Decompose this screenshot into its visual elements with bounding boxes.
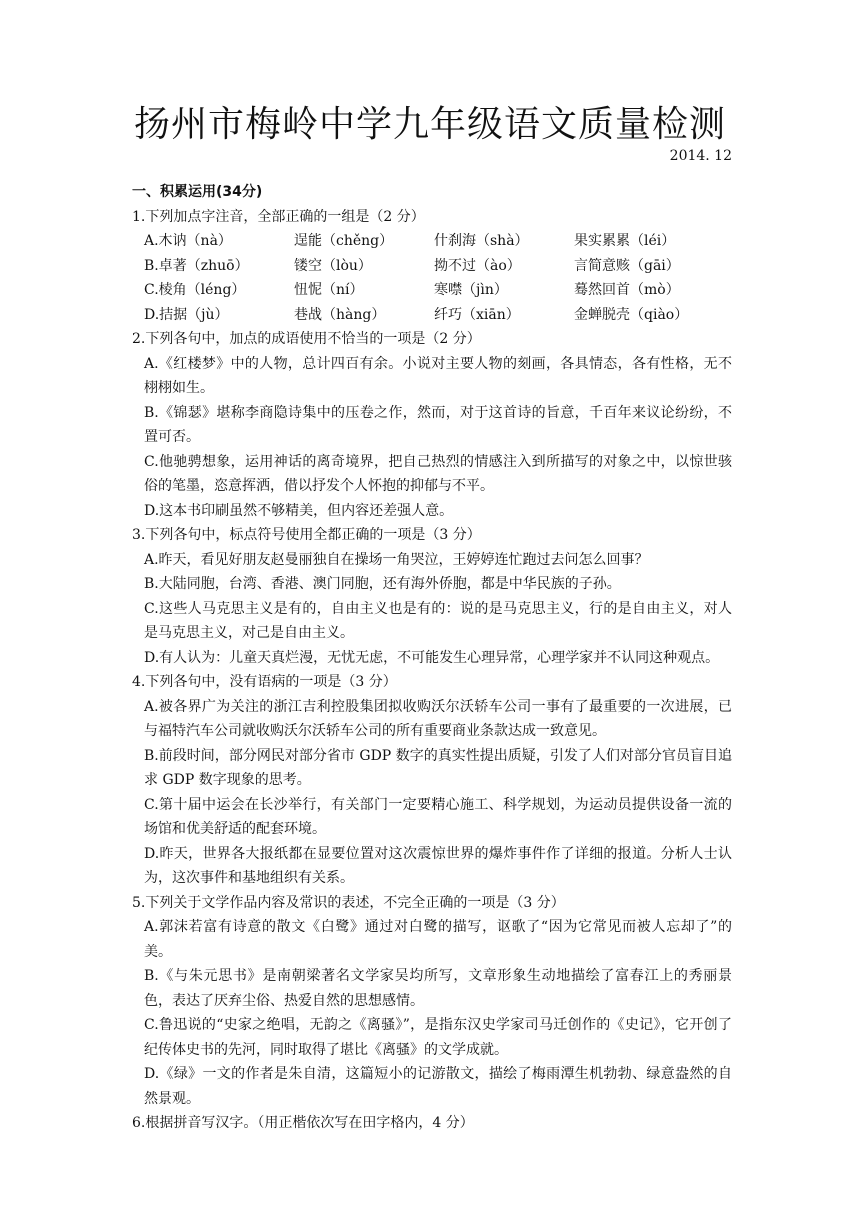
question-2-option-b: B.《锦瑟》堪称李商隐诗集中的压卷之作，然而，对于这首诗的旨意，千百年来议论纷纷，不置可否。: [144, 404, 732, 445]
option-item: 逞能（chěng）: [294, 233, 394, 249]
option-item: 巷战（hàng）: [294, 306, 386, 323]
question-4-option-a: A.被各界广为关注的浙江吉利控股集团拟收购沃尔沃轿车公司一事有了最重要的一次进展，已与福特汽车公司就收购沃尔沃轿车公司的所有重要商业条款达成一致意见。: [144, 698, 732, 739]
option-item: 镂空（lòu）: [294, 257, 372, 274]
option-item: C.棱角（léng）: [144, 282, 246, 298]
option-item: 果实累累（léi）: [574, 233, 676, 249]
question-5-stem: 5.下列关于文学作品内容及常识的表述，不完全正确的一项是（3 分）: [132, 894, 565, 911]
exam-content: [132, 180, 732, 1136]
option-item: 言简意赅（gāi）: [574, 257, 680, 274]
question-3-option-c: C.这些人马克思主义是有的，自由主义也是有的：说的是马克思主义，行的是自由主义，对人是马克思主义，对己是自由主义。: [144, 600, 732, 641]
question-2-option-a: A.《红楼梦》中的人物，总计四百有余。小说对主要人物的刻画，各具情态，各有性格，无不栩栩如生。: [144, 355, 732, 396]
section-heading: 一、积累运用(34分): [132, 184, 263, 200]
question-1-option-b: [132, 254, 732, 279]
option-item: 拗不过（ào）: [434, 257, 521, 274]
option-item: 纤巧（xiān）: [434, 306, 520, 323]
question-2-stem: 2.下列各句中，加点的成语使用不恰当的一项是（2 分）: [132, 331, 481, 347]
question-3-stem: 3.下列各句中，标点符号使用全都正确的一项是（3 分）: [132, 527, 481, 543]
option-item: 蓦然回首（mò）: [574, 282, 680, 298]
question-3-option-a: A.昨天，看见好朋友赵曼丽独自在操场一角哭泣，王婷婷连忙跑过去问怎么回事？: [144, 551, 649, 568]
question-3-option-b: B.大陆同胞，台湾、香港、澳门同胞，还有海外侨胞，都是中华民族的子孙。: [144, 576, 621, 592]
question-5-option-b: B.《与朱元思书》是南朝梁著名文学家吴均所写，文章形象生动地描绘了富春江上的秀丽景色，表达了厌弃尘俗、热爱自然的思想感情。: [144, 968, 732, 1009]
question-4-option-c: C.第十届中运会在长沙举行，有关部门一定要精心施工、科学规划，为运动员提供设备一流的场馆和优美舒适的配套环境。: [144, 796, 732, 837]
option-item: 金蝉脱壳（qiào）: [574, 306, 689, 323]
question-2-option-c: C.他驰骋想象，运用神话的离奇境界，把自己热烈的情感注入到所描写的对象之中，以惊世骇俗的笔墨，恣意挥洒，借以抒发个人怀抱的抑郁与不平。: [144, 453, 732, 494]
option-item: 寒噤（jìn）: [434, 282, 508, 298]
question-4-option-d: D.昨天，世界各大报纸都在显要位置对这次震惊世界的爆炸事件作了详细的报道。分析人士认为，这次事件和基地组织有关系。: [144, 845, 732, 886]
question-1-option-d: [132, 303, 732, 328]
question-1-stem: 1.下列加点字注音，全部正确的一组是（2 分）: [132, 208, 425, 225]
option-item: 忸怩（ní）: [294, 282, 364, 298]
question-5-option-d: D.《绿》一文的作者是朱自清，这篇短小的记游散文，描绘了梅雨潭生机勃勃、绿意盎然的自然景观。: [144, 1066, 732, 1107]
document-date: 2014. 12: [669, 148, 732, 164]
question-1-option-c: [132, 278, 732, 303]
option-item: 什刹海（shà）: [434, 233, 529, 249]
question-2-option-d: D.这本书印刷虽然不够精美，但内容还差强人意。: [144, 502, 454, 519]
question-4-stem: 4.下列各句中，没有语病的一项是（3 分）: [132, 674, 397, 690]
question-3-option-d: D.有人认为：儿童天真烂漫，无忧无虑，不可能发生心理异常，心理学家并不认同这种观点。: [144, 649, 720, 666]
question-5-option-a: A.郭沫若富有诗意的散文《白鹭》通过对白鹭的描写，讴歌了“因为它常见而被人忘却了”的美。: [144, 919, 732, 960]
option-item: D.拮据（jù）: [144, 306, 229, 323]
question-6-stem: 6.根据拼音写汉字。（用正楷依次写在田字格内，4 分）: [132, 1115, 474, 1131]
document-title: 扬州市梅岭中学九年级语文质量检测: [133, 104, 726, 145]
question-5-option-c: C.鲁迅说的“史家之绝唱，无韵之《离骚》”，是指东汉史学家司马迁创作的《史记》，它开创了纪传体史书的先河，同时取得了堪比《离骚》的文学成就。: [144, 1017, 732, 1058]
question-1-option-a: [132, 229, 732, 254]
option-item: A.木讷（nà）: [144, 233, 232, 249]
option-item: B.卓著（zhuō）: [144, 257, 249, 274]
question-4-option-b: B.前段时间，部分网民对部分省市 GDP 数字的真实性提出质疑，引发了人们对部分官员盲目追求 GDP 数字现象的思考。: [144, 747, 732, 788]
